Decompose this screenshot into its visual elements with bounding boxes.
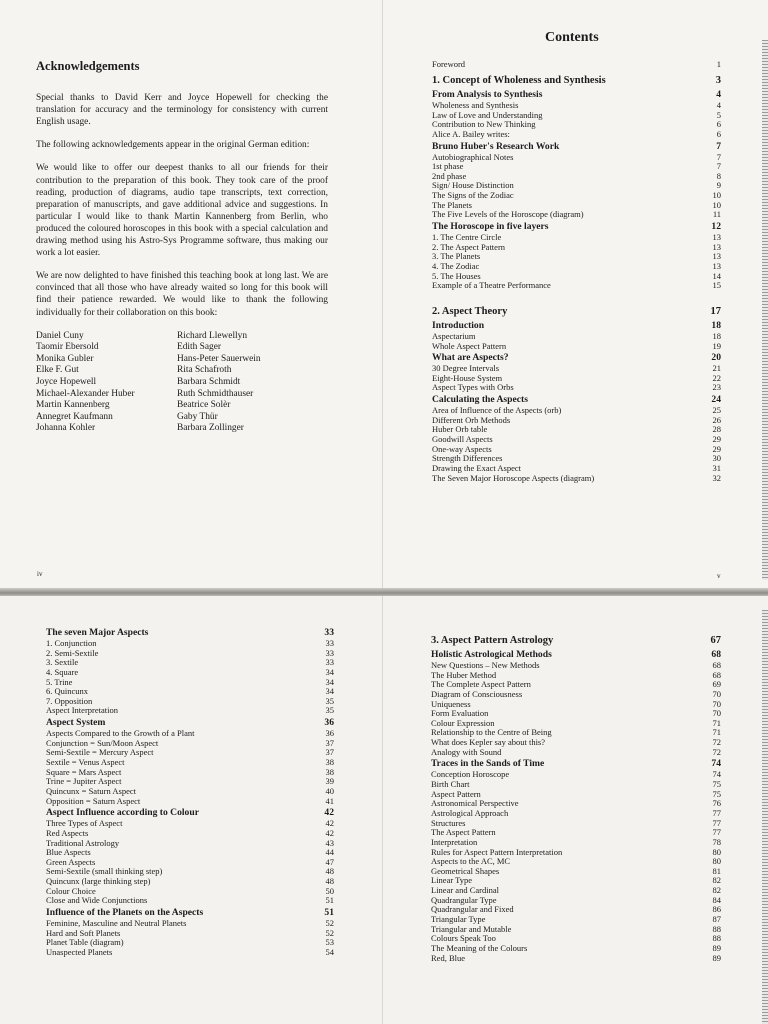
toc-entry-title: Aspects Compared to the Growth of a Plant: [46, 728, 195, 739]
gutter-line: [382, 596, 383, 1024]
toc-entry-page: 70: [712, 708, 721, 719]
toc-entry-title: Area of Influence of the Aspects (orb): [432, 405, 562, 416]
toc-entry-title: 3. Aspect Pattern Astrology: [431, 635, 554, 646]
toc-entry-title: Feminine, Masculine and Neutral Planets: [46, 918, 187, 929]
toc-entry-page: 71: [712, 717, 721, 728]
toc-entry-page: 34: [325, 686, 334, 697]
toc-entry-page: 37: [325, 737, 334, 748]
toc-entry-title: From Analysis to Synthesis: [432, 89, 543, 100]
toc-entry-title: What does Kepler say about this?: [431, 737, 546, 748]
toc-entry-page: 33: [325, 647, 334, 658]
toc-entry-title: Autobiographical Notes: [432, 151, 514, 162]
toc-entry-title: 1. Concept of Wholeness and Synthesis: [432, 75, 606, 86]
toc-entry-page: 89: [712, 952, 721, 963]
toc-entry-page: 13: [712, 260, 721, 271]
toc-entry-title: Linear and Cardinal: [431, 885, 499, 896]
toc-chapter: [432, 305, 721, 319]
toc-entry-title: Analogy with Sound: [431, 746, 502, 757]
toc-entry: [46, 896, 334, 906]
toc-entry-title: Astrological Approach: [431, 807, 509, 818]
toc-entry-page: 38: [325, 757, 334, 768]
toc-entry-title: Eight-House System: [432, 372, 503, 383]
toc-entry-title: Aspect Influence according to Colour: [46, 807, 199, 819]
toc-entry-page: 76: [712, 798, 721, 809]
toc-entry: [46, 678, 334, 688]
toc-entry-title: Example of a Theatre Performance: [432, 280, 551, 291]
toc-entry-page: 13: [712, 241, 721, 252]
toc-entry-title: Holistic Astrological Methods: [431, 649, 552, 660]
toc-entry-title: Birth Chart: [431, 779, 470, 790]
toc-entry-page: 68: [712, 669, 721, 680]
contributor-name: Martin Kannenberg: [36, 400, 110, 411]
toc-entry-page: 37: [325, 747, 334, 758]
contributor-name: Gaby Thür: [177, 411, 218, 422]
toc-entry: [432, 342, 721, 352]
toc-entry: [431, 944, 721, 954]
toc-entry-title: Bruno Huber's Research Work: [432, 140, 560, 152]
toc-entry-page: 89: [712, 942, 721, 953]
toc-entry-title: Red Aspects: [46, 827, 89, 838]
contributor-names: [36, 331, 328, 435]
toc-entry-page: 24: [711, 394, 721, 406]
toc-entry-page: 7: [716, 151, 721, 162]
toc-entry-title: Rules for Aspect Pattern Interpretation: [431, 846, 563, 857]
toc-entry: [432, 383, 721, 393]
toc-entry: [46, 649, 334, 659]
contributor-name: Edith Sager: [177, 342, 222, 353]
toc-entry-title: The Planets: [432, 199, 472, 210]
toc-entry-title: The seven Major Aspects: [46, 627, 149, 638]
toc-entry-page: 88: [712, 923, 721, 934]
toc-entry-title: Aspect Pattern: [431, 788, 481, 799]
toc-entry-title: Three Types of Aspect: [46, 818, 123, 829]
toc-entry-page: 29: [712, 434, 721, 445]
toc-entry-title: Diagram of Consciousness: [431, 688, 523, 699]
toc-entry-title: Green Aspects: [46, 856, 96, 867]
toc-entry-title: Strength Differences: [432, 453, 503, 464]
toc-entry-page: 14: [712, 270, 721, 281]
toc-entry: [432, 130, 721, 140]
toc-entry-page: 11: [712, 209, 721, 220]
toc-entry-page: 31: [712, 462, 721, 473]
contributor-name: Ruth Schmidthauser: [177, 388, 254, 399]
toc-entry-page: 33: [325, 638, 334, 648]
toc-entry-title: Geometrical Shapes: [431, 865, 500, 876]
toc-entry-page: 54: [325, 946, 334, 957]
toc-entry-title: 4. Square: [46, 666, 79, 677]
contributor-name: Johanna Kohler: [36, 423, 96, 434]
toc-entry-page: 69: [712, 679, 721, 690]
toc-entry-page: 42: [325, 827, 334, 838]
toc-entry-page: 80: [712, 846, 721, 857]
toc-entry-title: One-way Aspects: [432, 443, 492, 454]
toc-entry-title: Aspect System: [46, 717, 106, 729]
toc-entry-title: Structures: [431, 817, 466, 828]
toc-entry-title: The Huber Method: [431, 669, 497, 680]
toc-entry-title: Trine = Jupiter Aspect: [46, 776, 122, 787]
toc-entry-page: 51: [325, 895, 334, 906]
toc-entry-page: 15: [712, 280, 721, 291]
toc-entry-title: 5. Trine: [46, 676, 73, 687]
toc-entry-title: 7. Opposition: [46, 695, 93, 706]
contributor-name: Joyce Hopewell: [36, 376, 97, 387]
toc-entry-page: 67: [710, 635, 721, 646]
toc-entry-title: New Questions – New Methods: [431, 660, 540, 670]
toc-entry-page: 77: [712, 817, 721, 828]
toc-entry-page: 88: [712, 933, 721, 944]
toc-entry-title: Goodwill Aspects: [432, 434, 493, 445]
toc-entry: [432, 153, 721, 163]
toc-entry-page: 82: [712, 875, 721, 886]
toc-chapter: [432, 74, 721, 88]
toc-entry-title: Quadrangular and Fixed: [431, 904, 514, 915]
toc-entry-title: 2. The Aspect Pattern: [432, 241, 506, 252]
toc-section: [432, 320, 721, 332]
toc-entry-page: 4: [716, 89, 721, 100]
toc-entry-page: 10: [712, 199, 721, 210]
contributor-name: Beatrice Solèr: [177, 400, 231, 411]
toc-entry: [431, 954, 721, 964]
toc-entry-page: 33: [324, 627, 334, 638]
toc-chapter: [431, 634, 721, 648]
toc-entry-page: 74: [712, 769, 721, 780]
toc-entry-page: 72: [712, 737, 721, 748]
contributor-name: Hans-Peter Sauerwein: [177, 353, 261, 364]
toc-entry-page: 32: [712, 472, 721, 483]
toc-entry-title: Red, Blue: [431, 952, 465, 963]
toc-entry-page: 5: [716, 109, 721, 120]
toc-entry-title: 6. Quincunx: [46, 686, 89, 697]
contributor-name: Monika Gubler: [36, 353, 94, 364]
toc-entry-title: The Complete Aspect Pattern: [431, 679, 531, 690]
toc-entry-page: 52: [325, 918, 334, 929]
toc-entry-title: 4. The Zodiac: [432, 260, 480, 271]
ack-paragraph: Special thanks to David Kerr and Joyce Hopewell for checking the translation for accuracy and the terminology for consistency with current English usage.: [36, 93, 328, 128]
toc-entry-page: 18: [712, 330, 721, 341]
toc-entry-page: 19: [712, 340, 721, 351]
toc-entry-page: 70: [712, 688, 721, 699]
toc-entry-title: Form Evaluation: [431, 708, 489, 719]
toc-entry-title: Contribution to New Thinking: [432, 119, 536, 130]
toc-entry-page: 70: [712, 698, 721, 709]
toc-entry-title: 1. The Centre Circle: [432, 232, 502, 243]
toc-entry-title: 3. Sextile: [46, 657, 79, 668]
toc-entry-title: Law of Love and Understanding: [432, 109, 543, 120]
toc-entry-title: The Seven Major Horoscope Aspects (diagram): [432, 472, 595, 483]
toc-entry: [431, 690, 721, 700]
toc-entry-page: 26: [712, 414, 721, 425]
toc-entry-page: 82: [712, 885, 721, 896]
contributor-name: Daniel Cuny: [36, 330, 84, 341]
toc-entry: [432, 191, 721, 201]
toc-entry-page: 44: [325, 847, 334, 858]
toc-entry-page: 22: [712, 372, 721, 383]
toc-entry-page: 3: [715, 75, 721, 86]
names-column-left: [36, 331, 177, 435]
toc-entry-page: 12: [711, 221, 721, 233]
toc-spacer: [432, 291, 721, 301]
toc-entry-title: What are Aspects?: [432, 352, 509, 364]
toc-entry-title: Sextile = Venus Aspect: [46, 757, 125, 768]
toc-entry-page: 75: [712, 788, 721, 799]
toc-entry-page: 1: [716, 59, 721, 69]
contributor-name: Michael-Alexander Huber: [36, 388, 135, 399]
toc-entry-page: 39: [325, 776, 334, 787]
toc-entry-page: 50: [325, 885, 334, 896]
contents-list-continued-left: [46, 626, 334, 958]
toc-entry-page: 42: [324, 807, 334, 819]
gutter-line: [382, 0, 383, 590]
toc-entry-title: Unaspected Planets: [46, 946, 113, 957]
toc-entry-page: 20: [711, 352, 721, 364]
toc-entry-page: 68: [711, 649, 721, 660]
toc-entry-page: 41: [325, 795, 334, 806]
toc-entry-title: Drawing the Exact Aspect: [432, 462, 521, 473]
toc-entry-title: Close and Wide Conjunctions: [46, 895, 148, 906]
toc-entry-title: Colour Choice: [46, 885, 96, 896]
toc-entry-title: Uniqueness: [431, 698, 471, 709]
toc-entry-page: 34: [325, 666, 334, 677]
page-edge: [762, 40, 768, 580]
toc-entry-page: 40: [325, 785, 334, 796]
toc-entry-title: Interpretation: [431, 836, 478, 847]
toc-entry-page: 30: [712, 453, 721, 464]
contents-list: [432, 58, 721, 483]
toc-entry-page: 42: [325, 818, 334, 829]
toc-entry-page: 9: [716, 180, 721, 191]
toc-entry-page: 71: [712, 727, 721, 738]
toc-entry-title: The Five Levels of the Horoscope (diagram): [432, 209, 584, 220]
contents-title: Contents: [545, 30, 599, 45]
contributor-name: Elke F. Gut: [36, 365, 79, 376]
toc-entry-page: 10: [712, 190, 721, 201]
ack-paragraph: The following acknowledgements appear in the original German edition:: [36, 140, 310, 151]
toc-entry-page: 4: [716, 100, 721, 110]
toc-entry: [431, 770, 721, 780]
toc-entry-page: 18: [711, 319, 721, 331]
toc-entry-page: 78: [712, 836, 721, 847]
toc-entry-page: 6: [716, 128, 721, 139]
toc-entry-title: 1st phase: [432, 161, 464, 172]
toc-entry-page: 13: [712, 232, 721, 243]
toc-entry-title: The Meaning of the Colours: [431, 942, 528, 953]
toc-entry: [46, 797, 334, 807]
toc-entry-title: Alice A. Bailey writes:: [432, 128, 510, 139]
toc-entry-title: Semi-Sextile (small thinking step): [46, 866, 163, 877]
toc-section: [432, 141, 721, 153]
toc-entry: [432, 281, 721, 291]
toc-entry-page: 53: [325, 937, 334, 948]
toc-entry-title: 2. Semi-Sextile: [46, 647, 99, 658]
toc-entry-title: 5. The Houses: [432, 270, 481, 281]
toc-entry-page: 25: [712, 405, 721, 416]
toc-entry-page: 86: [712, 904, 721, 915]
toc-entry-title: Blue Aspects: [46, 847, 91, 858]
contributor-name: Richard Llewellyn: [177, 330, 248, 341]
toc-entry-page: 29: [712, 443, 721, 454]
toc-entry-page: 75: [712, 779, 721, 790]
toc-entry-title: Linear Type: [431, 875, 473, 886]
toc-entry: [432, 58, 721, 70]
ack-paragraph: We would like to offer our deepest thanks to all our friends for their contribution to the preparation of this book. They took care of the proof reading, production of diagrams, audio tape transcripts, text correction, preparation of manuscripts, and gave additional advice and suggestions. In particular I would like to thank Martin Kannenberg from Berlin, who produced the coloured horoscopes in this book with a special calculation and drawing method using his Astro-Sys Programme software, thus making our work a lot easier.: [36, 163, 328, 259]
toc-entry-title: Conjunction = Sun/Moon Aspect: [46, 737, 159, 748]
toc-entry-page: 77: [712, 827, 721, 838]
toc-entry-page: 23: [712, 382, 721, 393]
toc-entry-title: Sign/ House Distinction: [432, 180, 514, 191]
toc-entry-title: Conception Horoscope: [431, 769, 510, 780]
ack-paragraph: We are now delighted to have finished this teaching book at long last. We are convinced that all those who have already waited so long for this book will find their patience rewarded. We would like to thank the following individually for their collaboration on this book:: [36, 271, 328, 318]
toc-entry-title: Triangular and Mutable: [431, 923, 512, 934]
toc-entry-title: Planet Table (diagram): [46, 937, 124, 948]
toc-entry-title: Quincunx = Saturn Aspect: [46, 785, 137, 796]
toc-entry-page: 28: [712, 424, 721, 435]
toc-entry-page: 68: [712, 660, 721, 670]
toc-entry-page: 36: [325, 728, 334, 739]
toc-entry-title: Whole Aspect Pattern: [432, 340, 507, 351]
contributor-name: Barbara Schmidt: [177, 376, 241, 387]
toc-entry-title: Relationship to the Centre of Being: [431, 727, 552, 738]
toc-entry-title: Hard and Soft Planets: [46, 927, 121, 938]
page-number-left: iv: [37, 570, 43, 578]
toc-entry: [46, 819, 334, 829]
toc-entry-title: Aspect Interpretation: [46, 705, 118, 716]
toc-entry: [46, 658, 334, 668]
toc-entry-title: Quincunx (large thinking step): [46, 876, 151, 887]
toc-entry-title: 3. The Planets: [432, 251, 481, 262]
toc-entry-title: 30 Degree Intervals: [432, 363, 500, 374]
toc-entry: [46, 706, 334, 716]
toc-entry-page: 81: [712, 865, 721, 876]
toc-entry: [432, 210, 721, 220]
toc-entry-page: 36: [324, 717, 334, 729]
toc-entry-title: Semi-Sextile = Mercury Aspect: [46, 747, 154, 758]
toc-entry-title: Triangular Type: [431, 914, 486, 925]
toc-entry-title: Different Orb Methods: [432, 414, 511, 425]
toc-entry-page: 52: [325, 927, 334, 938]
toc-entry: [46, 948, 334, 958]
names-column-right: [177, 331, 318, 435]
toc-entry: [431, 867, 721, 877]
toc-entry-title: The Aspect Pattern: [431, 827, 496, 838]
toc-entry-page: 51: [324, 907, 334, 919]
contributor-name: Barbara Zollinger: [177, 423, 244, 434]
toc-entry-page: 33: [325, 657, 334, 668]
toc-entry-page: 34: [325, 676, 334, 687]
toc-entry-title: Square = Mars Aspect: [46, 766, 122, 777]
page-number-right: v: [717, 572, 721, 580]
toc-entry-page: 7: [716, 161, 721, 172]
toc-entry-page: 21: [712, 363, 721, 374]
toc-entry: [431, 748, 721, 758]
toc-entry-page: 72: [712, 746, 721, 757]
toc-entry-title: The Signs of the Zodiac: [432, 190, 514, 201]
toc-entry-page: 87: [712, 914, 721, 925]
toc-entry-title: Traces in the Sands of Time: [431, 758, 545, 770]
toc-entry-page: 8: [716, 170, 721, 181]
toc-entry-title: Opposition = Saturn Aspect: [46, 795, 141, 806]
toc-entry: [432, 162, 721, 172]
toc-entry-page: 6: [716, 119, 721, 130]
toc-entry-title: Calculating the Aspects: [432, 394, 528, 406]
contributor-name: Annegret Kaufmann: [36, 411, 113, 422]
toc-entry-title: The Horoscope in five layers: [432, 221, 549, 233]
toc-entry-title: Traditional Astrology: [46, 837, 120, 848]
toc-entry: [46, 668, 334, 678]
toc-entry-page: 43: [325, 837, 334, 848]
page-edge: [762, 610, 768, 1024]
toc-entry-title: Aspects to the AC, MC: [431, 856, 511, 867]
toc-entry-title: Aspect Types with Orbs: [432, 382, 514, 393]
toc-entry-page: 38: [325, 766, 334, 777]
toc-entry-title: Influence of the Planets on the Aspects: [46, 907, 204, 919]
contributor-name: Taomir Ebersold: [36, 342, 99, 353]
toc-entry-title: Wholeness and Synthesis: [432, 100, 519, 110]
toc-entry-page: 84: [712, 894, 721, 905]
toc-entry-page: 47: [325, 856, 334, 867]
toc-entry-page: 77: [712, 807, 721, 818]
toc-entry-title: Quadrangular Type: [431, 894, 497, 905]
toc-entry-page: 80: [712, 856, 721, 867]
toc-entry-page: 35: [325, 695, 334, 706]
toc-entry-page: 48: [325, 876, 334, 887]
toc-entry-title: Introduction: [432, 319, 485, 331]
acknowledgements-title: Acknowledgements: [36, 59, 140, 73]
contents-list-continued-right: [431, 630, 721, 963]
toc-entry-title: Foreword: [432, 59, 466, 69]
toc-entry-title: 2. Aspect Theory: [432, 305, 508, 317]
toc-entry-title: Huber Orb table: [432, 424, 488, 435]
acknowledgements-section: [36, 60, 328, 435]
toc-entry-title: 1. Conjunction: [46, 638, 97, 648]
toc-entry: [432, 474, 721, 484]
toc-entry: [431, 809, 721, 819]
toc-entry-page: 17: [710, 305, 721, 317]
toc-entry-title: Astronomical Perspective: [431, 798, 519, 809]
toc-entry-title: Colours Speak Too: [431, 933, 496, 944]
toc-entry-page: 74: [711, 758, 721, 770]
toc-entry-page: 13: [712, 251, 721, 262]
toc-entry-page: 35: [325, 705, 334, 716]
toc-entry-title: Aspectarium: [432, 330, 476, 341]
toc-entry-title: 2nd phase: [432, 170, 467, 181]
contributor-name: Rita Schafroth: [177, 365, 232, 376]
toc-entry-page: 7: [716, 140, 721, 152]
toc-entry-page: 48: [325, 866, 334, 877]
toc-entry-title: Colour Expression: [431, 717, 495, 728]
